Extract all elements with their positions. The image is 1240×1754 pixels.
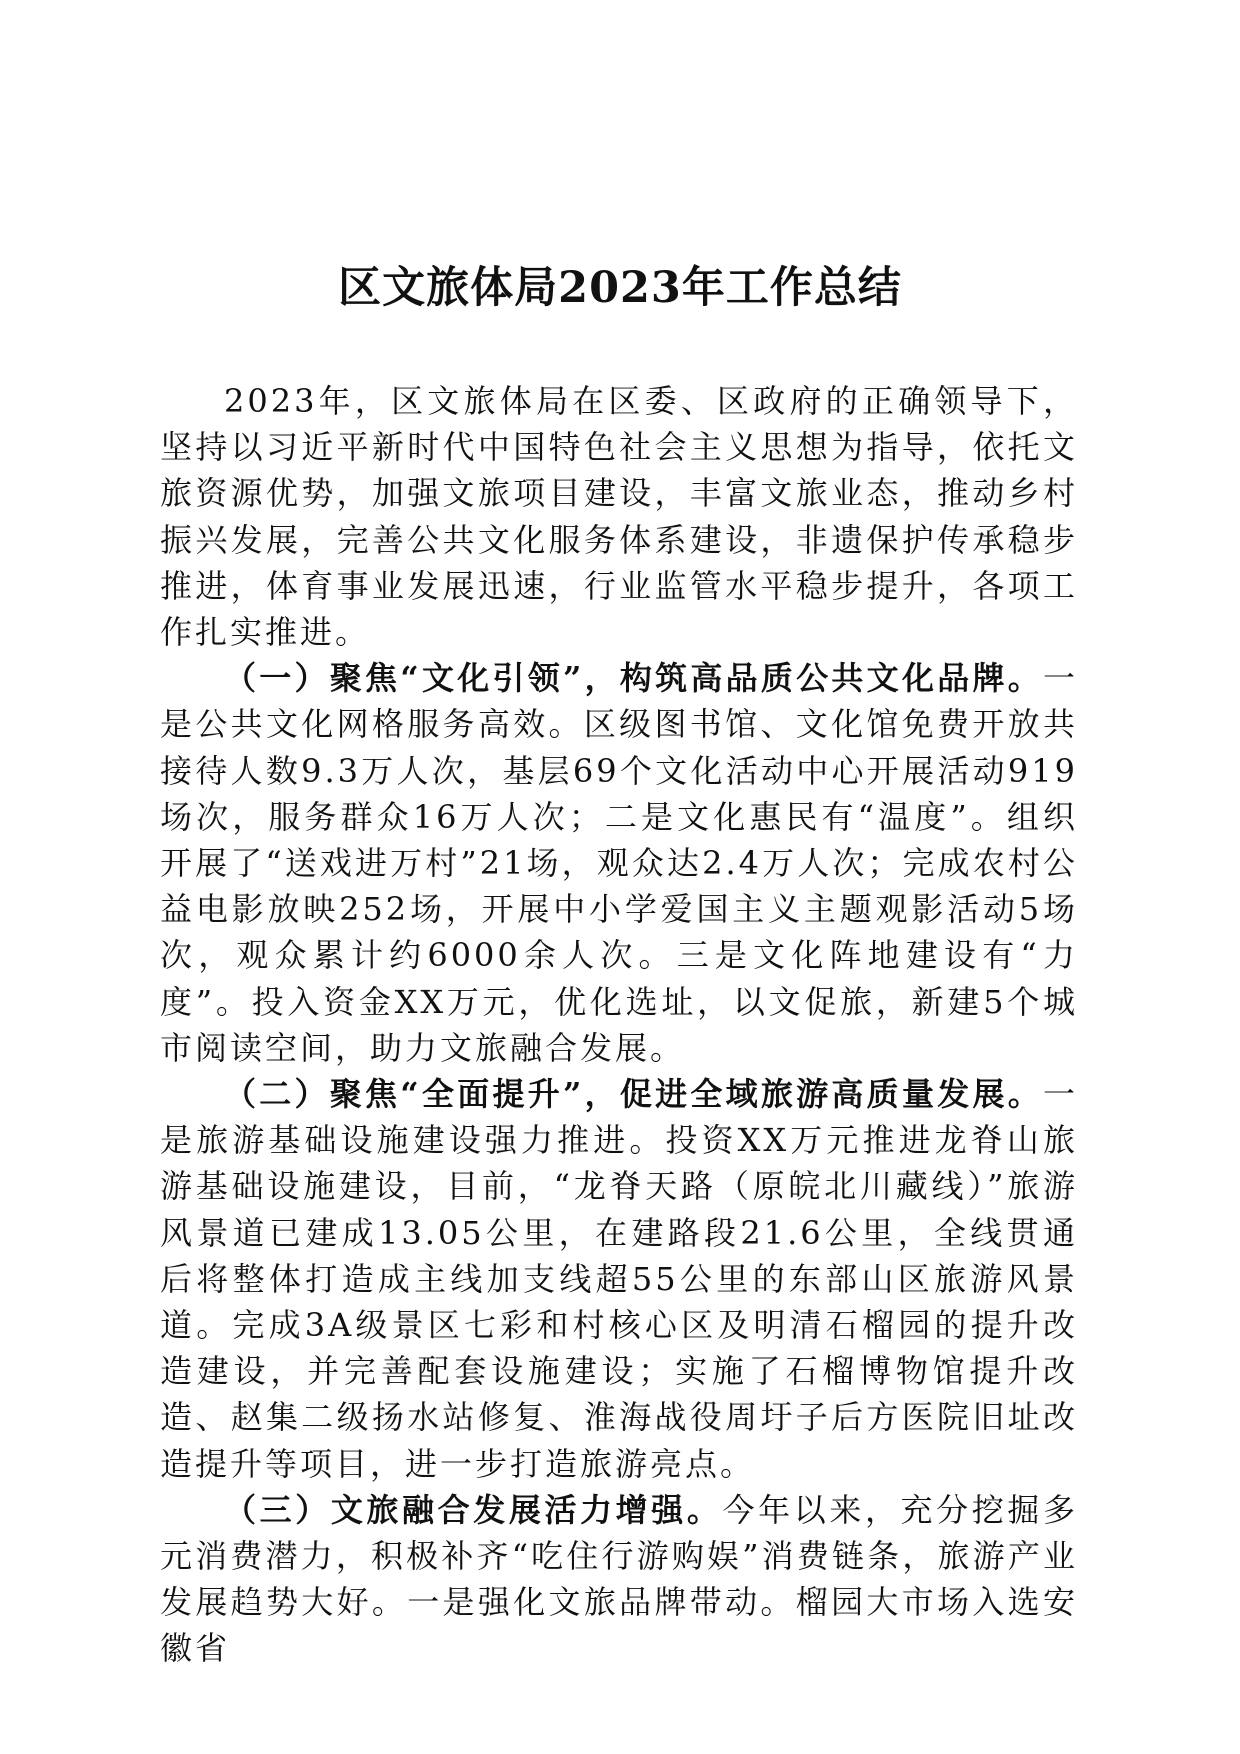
paragraph-section-1 xyxy=(160,655,1078,1071)
paragraph-section-3 xyxy=(160,1487,1078,1672)
document-title: 区文旅体局2023年工作总结 xyxy=(338,263,902,313)
section-heading: （一）聚焦“文化引领”，构筑高品质公共文化品牌。 xyxy=(224,659,1043,698)
document-body xyxy=(160,378,1078,1672)
paragraph-text: 2023年，区文旅体局在区委、区政府的正确领导下，坚持以习近平新时代中国特色社会主义思想为指导，依托文旅资源优势，加强文旅项目建设，丰富文旅业态，推动乡村振兴发展，完善公共文化服务体系建设，非遗保护传承稳步推进，体育事业发展迅速，行业监管水平稳步提升，各项工作扎实推进。 xyxy=(160,382,1078,652)
paragraph-text: 今年以来，充分挖掘多元消费潜力，积极补齐“吃住行游购娱”消费链条，旅游产业发展趋势大好。一是强化文旅品牌带动。榴园大市场入选安徽省 xyxy=(160,1490,1078,1668)
section-heading: （二）聚焦“全面提升”，促进全域旅游高质量发展。 xyxy=(224,1075,1043,1114)
paragraph-text: 一是旅游基础设施建设强力推进。投资XX万元推进龙脊山旅游基础设施建设，目前，“龙脊天路（原皖北川藏线）”旅游风景道已建成13.05公里，在建路段21.6公里，全线贯通后将整体打造成主线加支线超55公里的东部山区旅游风景道。完成3A级景区七彩和村核心区及明清石榴园的提升改造建设，并完善配套设施建设；实施了石榴博物馆提升改造、赵集二级扬水站修复、淮海战役周圩子后方医院旧址改造提升等项目，进一步打造旅游亮点。 xyxy=(160,1075,1078,1483)
paragraph-intro xyxy=(160,378,1078,655)
paragraph-text: 一是公共文化网格服务高效。区级图书馆、文化馆免费开放共接待人数9.3万人次，基层69个文化活动中心开展活动919场次，服务群众16万人次；二是文化惠民有“温度”。组织开展了“送戏进万村”21场，观众达2.4万人次；完成农村公益电影放映252场，开展中小学爱国主义主题观影活动5场次，观众累计约6000余人次。三是文化阵地建设有“力度”。投入资金XX万元，优化选址，以文促旅，新建5个城市阅读空间，助力文旅融合发展。 xyxy=(160,659,1078,1067)
paragraph-section-2 xyxy=(160,1071,1078,1487)
section-heading: （三）文旅融合发展活力增强。 xyxy=(224,1490,723,1529)
